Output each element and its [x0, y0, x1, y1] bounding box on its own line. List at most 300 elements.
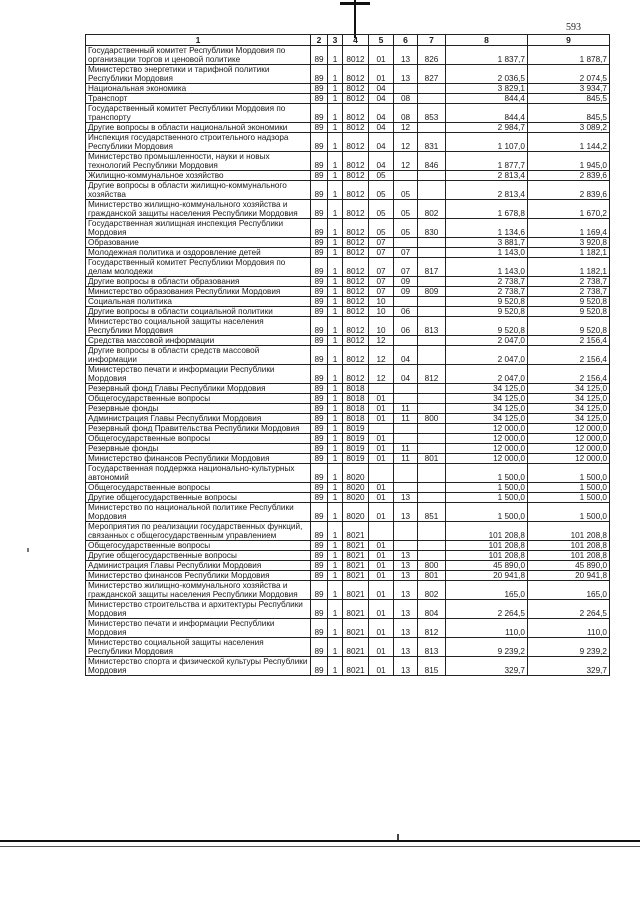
amount-col9: 845,5	[528, 104, 610, 123]
code-subsection: 09	[394, 277, 418, 287]
code-subsection: 13	[394, 46, 418, 65]
amount-col8: 101 208,8	[446, 541, 528, 551]
code-ministry	[418, 424, 446, 434]
table-row	[86, 104, 610, 123]
amount-col8: 1 500,0	[446, 464, 528, 483]
code-col4: 8021	[343, 638, 369, 657]
code-subsection: 13	[394, 571, 418, 581]
code-col2: 89	[311, 444, 328, 454]
row-name: Министерство социальной защиты населения Республики Мордовия	[86, 638, 311, 657]
code-ministry: 802	[418, 200, 446, 219]
amount-col8: 1 107,0	[446, 133, 528, 152]
code-col4: 8021	[343, 657, 369, 676]
code-ministry	[418, 434, 446, 444]
code-col4: 8018	[343, 404, 369, 414]
code-col2: 89	[311, 200, 328, 219]
amount-col9: 110,0	[528, 619, 610, 638]
amount-col8: 101 208,8	[446, 522, 528, 541]
table-row	[86, 561, 610, 571]
code-col2: 89	[311, 84, 328, 94]
footer-rule-thin	[0, 846, 640, 847]
code-section: 01	[369, 444, 394, 454]
amount-col8: 2 047,0	[446, 346, 528, 365]
table-row	[86, 171, 610, 181]
code-col3: 1	[328, 619, 343, 638]
code-ministry: 813	[418, 317, 446, 336]
code-col2: 89	[311, 483, 328, 493]
code-col4: 8012	[343, 277, 369, 287]
code-subsection: 12	[394, 133, 418, 152]
code-ministry: 826	[418, 46, 446, 65]
code-col3: 1	[328, 104, 343, 123]
code-section: 01	[369, 503, 394, 522]
amount-col8: 2 813,4	[446, 181, 528, 200]
code-subsection: 13	[394, 551, 418, 561]
code-col4: 8020	[343, 493, 369, 503]
table-row	[86, 638, 610, 657]
code-col3: 1	[328, 404, 343, 414]
code-section: 01	[369, 434, 394, 444]
table-row	[86, 657, 610, 676]
amount-col8: 2 738,7	[446, 277, 528, 287]
amount-col9: 34 125,0	[528, 394, 610, 404]
amount-col9: 1 670,2	[528, 200, 610, 219]
code-ministry: 812	[418, 365, 446, 384]
code-ministry	[418, 551, 446, 561]
code-section: 05	[369, 219, 394, 238]
code-ministry: 813	[418, 638, 446, 657]
code-section	[369, 384, 394, 394]
code-section: 04	[369, 123, 394, 133]
code-section: 01	[369, 561, 394, 571]
code-section	[369, 522, 394, 541]
code-subsection: 13	[394, 503, 418, 522]
table-row	[86, 94, 610, 104]
amount-col8: 1 143,0	[446, 258, 528, 277]
code-col2: 89	[311, 65, 328, 84]
amount-col9: 9 520,8	[528, 307, 610, 317]
amount-col9: 1 945,0	[528, 152, 610, 171]
amount-col8: 1 500,0	[446, 493, 528, 503]
code-subsection: 07	[394, 258, 418, 277]
code-col2: 89	[311, 619, 328, 638]
code-col3: 1	[328, 219, 343, 238]
code-subsection	[394, 171, 418, 181]
code-ministry: 801	[418, 454, 446, 464]
code-section: 12	[369, 346, 394, 365]
code-col2: 89	[311, 541, 328, 551]
code-col3: 1	[328, 434, 343, 444]
code-col2: 89	[311, 551, 328, 561]
code-col3: 1	[328, 336, 343, 346]
row-name: Средства массовой информации	[86, 336, 311, 346]
code-section: 05	[369, 181, 394, 200]
row-name: Министерство финансов Республики Мордовия	[86, 571, 311, 581]
table-row	[86, 238, 610, 248]
amount-col8: 12 000,0	[446, 424, 528, 434]
code-col3: 1	[328, 600, 343, 619]
code-section: 01	[369, 619, 394, 638]
amount-col8: 1 500,0	[446, 483, 528, 493]
code-col4: 8012	[343, 238, 369, 248]
row-name: Государственная жилищная инспекция Республики Мордовия	[86, 219, 311, 238]
code-col3: 1	[328, 638, 343, 657]
code-ministry	[418, 444, 446, 454]
code-col3: 1	[328, 581, 343, 600]
code-col4: 8021	[343, 551, 369, 561]
code-col2: 89	[311, 171, 328, 181]
code-ministry: 846	[418, 152, 446, 171]
row-name: Молодежная политика и оздоровление детей	[86, 248, 311, 258]
code-section: 01	[369, 541, 394, 551]
amount-col8: 34 125,0	[446, 404, 528, 414]
amount-col9: 2 738,7	[528, 277, 610, 287]
code-ministry: 801	[418, 571, 446, 581]
row-name: Государственный комитет Республики Мордовия по делам молодежи	[86, 258, 311, 277]
code-col4: 8018	[343, 384, 369, 394]
code-col3: 1	[328, 454, 343, 464]
table-row	[86, 600, 610, 619]
amount-col8: 1 837,7	[446, 46, 528, 65]
amount-col8: 45 890,0	[446, 561, 528, 571]
amount-col9: 2 156,4	[528, 336, 610, 346]
code-col2: 89	[311, 258, 328, 277]
code-col2: 89	[311, 94, 328, 104]
code-subsection	[394, 84, 418, 94]
table-row	[86, 181, 610, 200]
row-name: Министерство социальной защиты населения Республики Мордовия	[86, 317, 311, 336]
amount-col8: 1 143,0	[446, 248, 528, 258]
column-header: 9	[528, 35, 610, 46]
code-col3: 1	[328, 493, 343, 503]
code-section: 04	[369, 104, 394, 123]
row-name: Администрация Главы Республики Мордовия	[86, 561, 311, 571]
amount-col9: 34 125,0	[528, 404, 610, 414]
table-header-row	[86, 35, 610, 46]
amount-col8: 1 877,7	[446, 152, 528, 171]
code-ministry	[418, 277, 446, 287]
code-col3: 1	[328, 384, 343, 394]
table-row	[86, 258, 610, 277]
code-subsection: 13	[394, 493, 418, 503]
code-col2: 89	[311, 384, 328, 394]
amount-col9: 34 125,0	[528, 414, 610, 424]
code-subsection	[394, 424, 418, 434]
table-row	[86, 581, 610, 600]
code-col2: 89	[311, 522, 328, 541]
code-subsection: 13	[394, 581, 418, 600]
code-col4: 8012	[343, 248, 369, 258]
code-col3: 1	[328, 181, 343, 200]
code-col4: 8012	[343, 123, 369, 133]
code-section	[369, 424, 394, 434]
code-subsection	[394, 483, 418, 493]
code-col2: 89	[311, 638, 328, 657]
code-subsection: 07	[394, 248, 418, 258]
table-row	[86, 571, 610, 581]
code-col3: 1	[328, 365, 343, 384]
code-ministry	[418, 522, 446, 541]
row-name: Транспорт	[86, 94, 311, 104]
code-subsection: 13	[394, 619, 418, 638]
amount-col8: 34 125,0	[446, 384, 528, 394]
code-subsection: 05	[394, 219, 418, 238]
table-row	[86, 200, 610, 219]
amount-col8: 34 125,0	[446, 394, 528, 404]
code-ministry: 800	[418, 414, 446, 424]
code-col3: 1	[328, 297, 343, 307]
code-col2: 89	[311, 561, 328, 571]
code-section: 01	[369, 571, 394, 581]
code-col2: 89	[311, 336, 328, 346]
amount-col9: 165,0	[528, 581, 610, 600]
code-ministry	[418, 464, 446, 483]
code-ministry	[418, 394, 446, 404]
amount-col8: 101 208,8	[446, 551, 528, 561]
row-name: Государственный комитет Республики Мордовия по организации торгов и ценовой политике	[86, 46, 311, 65]
code-col4: 8019	[343, 434, 369, 444]
amount-col8: 9 520,8	[446, 317, 528, 336]
code-ministry: 800	[418, 561, 446, 571]
table-row	[86, 619, 610, 638]
code-col2: 89	[311, 503, 328, 522]
amount-col9: 1 500,0	[528, 493, 610, 503]
row-name: Министерство спорта и физической культуры Республики Мордовия	[86, 657, 311, 676]
code-subsection	[394, 522, 418, 541]
amount-col9: 1 182,1	[528, 248, 610, 258]
table-row	[86, 454, 610, 464]
amount-col9: 101 208,8	[528, 551, 610, 561]
code-ministry	[418, 307, 446, 317]
amount-col9: 1 169,4	[528, 219, 610, 238]
code-col4: 8012	[343, 317, 369, 336]
budget-table	[85, 34, 610, 676]
table-row	[86, 503, 610, 522]
table-row	[86, 287, 610, 297]
code-ministry: 831	[418, 133, 446, 152]
footer-rule	[0, 840, 640, 842]
code-section: 12	[369, 336, 394, 346]
column-header: 5	[369, 35, 394, 46]
code-subsection	[394, 434, 418, 444]
column-header: 2	[311, 35, 328, 46]
code-ministry: 815	[418, 657, 446, 676]
code-ministry	[418, 94, 446, 104]
code-col4: 8012	[343, 287, 369, 297]
amount-col8: 2 264,5	[446, 600, 528, 619]
code-section: 04	[369, 152, 394, 171]
code-col3: 1	[328, 258, 343, 277]
row-name: Другие вопросы в области жилищно-коммунального хозяйства	[86, 181, 311, 200]
code-section: 01	[369, 657, 394, 676]
code-section: 10	[369, 317, 394, 336]
table-row	[86, 483, 610, 493]
amount-col9: 3 089,2	[528, 123, 610, 133]
amount-col9: 12 000,0	[528, 454, 610, 464]
amount-col9: 2 264,5	[528, 600, 610, 619]
code-col3: 1	[328, 424, 343, 434]
code-subsection: 08	[394, 94, 418, 104]
code-col4: 8018	[343, 414, 369, 424]
code-col2: 89	[311, 600, 328, 619]
code-col2: 89	[311, 434, 328, 444]
code-section: 01	[369, 404, 394, 414]
code-subsection: 12	[394, 152, 418, 171]
table-row	[86, 307, 610, 317]
row-name: Министерство финансов Республики Мордовия	[86, 454, 311, 464]
code-ministry	[418, 346, 446, 365]
code-subsection: 08	[394, 104, 418, 123]
code-col3: 1	[328, 65, 343, 84]
row-name: Резервные фонды	[86, 404, 311, 414]
amount-col9: 2 839,6	[528, 181, 610, 200]
code-col3: 1	[328, 346, 343, 365]
code-subsection: 06	[394, 317, 418, 336]
code-subsection	[394, 297, 418, 307]
page-number: 593	[566, 22, 581, 33]
row-name: Мероприятия по реализации государственных функций, связанных с общегосударственным управлением	[86, 522, 311, 541]
table-row	[86, 424, 610, 434]
code-section: 01	[369, 414, 394, 424]
code-subsection: 13	[394, 657, 418, 676]
row-name: Министерство промышленности, науки и новых технологий Республики Мордовия	[86, 152, 311, 171]
table-row	[86, 297, 610, 307]
amount-col9: 1 500,0	[528, 464, 610, 483]
code-subsection: 09	[394, 287, 418, 297]
code-ministry: 804	[418, 600, 446, 619]
code-col4: 8012	[343, 219, 369, 238]
table-row	[86, 541, 610, 551]
code-col4: 8012	[343, 297, 369, 307]
code-col3: 1	[328, 444, 343, 454]
row-name: Резервный фонд Правительства Республики Мордовия	[86, 424, 311, 434]
amount-col8: 2 738,7	[446, 287, 528, 297]
row-name: Социальная политика	[86, 297, 311, 307]
code-section: 01	[369, 46, 394, 65]
code-col2: 89	[311, 365, 328, 384]
row-name: Инспекция государственного строительного надзора Республики Мордовия	[86, 133, 311, 152]
code-col3: 1	[328, 551, 343, 561]
code-col2: 89	[311, 464, 328, 483]
code-section: 01	[369, 638, 394, 657]
code-section: 01	[369, 65, 394, 84]
code-col3: 1	[328, 277, 343, 287]
row-name: Другие вопросы в области национальной экономики	[86, 123, 311, 133]
code-col4: 8012	[343, 152, 369, 171]
code-col2: 89	[311, 571, 328, 581]
row-name: Министерство строительства и архитектуры Республики Мордовия	[86, 600, 311, 619]
table-row	[86, 84, 610, 94]
amount-col9: 1 500,0	[528, 503, 610, 522]
amount-col9: 9 520,8	[528, 317, 610, 336]
code-col3: 1	[328, 414, 343, 424]
amount-col8: 2 047,0	[446, 365, 528, 384]
code-section: 10	[369, 307, 394, 317]
table-row	[86, 551, 610, 561]
amount-col8: 2 036,5	[446, 65, 528, 84]
code-subsection: 11	[394, 444, 418, 454]
table-row	[86, 384, 610, 394]
code-col2: 89	[311, 104, 328, 123]
table-row	[86, 444, 610, 454]
code-ministry	[418, 181, 446, 200]
code-col3: 1	[328, 238, 343, 248]
amount-col8: 1 134,6	[446, 219, 528, 238]
code-col4: 8012	[343, 200, 369, 219]
amount-col9: 2 156,4	[528, 365, 610, 384]
code-subsection: 12	[394, 123, 418, 133]
code-col4: 8012	[343, 133, 369, 152]
code-section: 01	[369, 454, 394, 464]
code-col3: 1	[328, 133, 343, 152]
table-row	[86, 152, 610, 171]
code-subsection: 04	[394, 346, 418, 365]
amount-col9: 12 000,0	[528, 434, 610, 444]
amount-col9: 45 890,0	[528, 561, 610, 571]
code-col3: 1	[328, 541, 343, 551]
amount-col9: 1 182,1	[528, 258, 610, 277]
amount-col8: 12 000,0	[446, 444, 528, 454]
code-section: 01	[369, 493, 394, 503]
code-subsection: 11	[394, 454, 418, 464]
code-col4: 8012	[343, 65, 369, 84]
amount-col9: 12 000,0	[528, 424, 610, 434]
code-ministry: 809	[418, 287, 446, 297]
code-col3: 1	[328, 307, 343, 317]
code-subsection: 13	[394, 638, 418, 657]
code-subsection: 13	[394, 600, 418, 619]
amount-col9: 1 500,0	[528, 483, 610, 493]
code-ministry	[418, 493, 446, 503]
code-col2: 89	[311, 297, 328, 307]
code-col2: 89	[311, 307, 328, 317]
code-col3: 1	[328, 171, 343, 181]
code-col3: 1	[328, 94, 343, 104]
row-name: Общегосударственные вопросы	[86, 483, 311, 493]
row-name: Министерство печати и информации Республики Мордовия	[86, 365, 311, 384]
table-row	[86, 123, 610, 133]
code-col2: 89	[311, 581, 328, 600]
code-subsection: 11	[394, 414, 418, 424]
table-row	[86, 277, 610, 287]
code-col3: 1	[328, 200, 343, 219]
row-name: Министерство по национальной политике Республики Мордовия	[86, 503, 311, 522]
code-col2: 89	[311, 394, 328, 404]
row-name: Министерство жилищно-коммунального хозяйства и гражданской защиты населения Республики Мордовия	[86, 200, 311, 219]
amount-col9: 34 125,0	[528, 384, 610, 394]
code-col3: 1	[328, 46, 343, 65]
amount-col9: 101 208,8	[528, 541, 610, 551]
code-col2: 89	[311, 248, 328, 258]
margin-mark	[27, 548, 29, 552]
code-col2: 89	[311, 133, 328, 152]
table-row	[86, 464, 610, 483]
amount-col8: 2 047,0	[446, 336, 528, 346]
row-name: Образование	[86, 238, 311, 248]
table-row	[86, 248, 610, 258]
code-subsection	[394, 464, 418, 483]
amount-col9: 2 839,6	[528, 171, 610, 181]
code-section: 04	[369, 94, 394, 104]
table-row	[86, 346, 610, 365]
code-col3: 1	[328, 483, 343, 493]
code-ministry: 817	[418, 258, 446, 277]
code-col3: 1	[328, 84, 343, 94]
code-section: 01	[369, 600, 394, 619]
table-row	[86, 522, 610, 541]
amount-col8: 844,4	[446, 94, 528, 104]
amount-col8: 329,7	[446, 657, 528, 676]
